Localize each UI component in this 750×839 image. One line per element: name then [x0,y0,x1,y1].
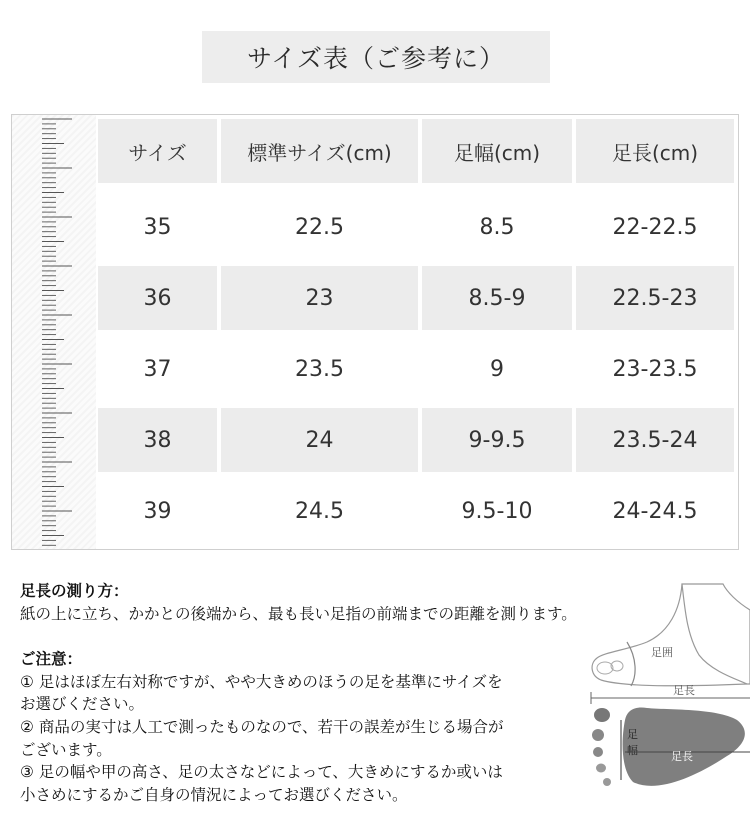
table-cell: 39 [143,498,172,524]
foot-sole-icon [592,708,745,787]
table-cell: 38 [98,408,217,472]
table-cell: 24 [221,408,418,472]
foot-diagram [587,580,750,830]
length-label-sole: 足長 [671,750,693,763]
header-foot-length: 足長(cm) [576,119,734,183]
caution-line: 小さめにするかご自身の情況によってお選びください。 [20,785,408,804]
header-size: サイズ [98,119,217,183]
table-cell: 35 [143,214,172,240]
title-box [202,31,550,83]
table-cell: 22.5-23 [576,266,734,330]
notes-section [20,580,620,806]
table-cell: 9.5-10 [461,498,533,524]
header-standard-size: 標準サイズ(cm) [221,119,418,183]
table-cell: 22.5 [295,214,344,240]
ruler-ticks [12,115,96,549]
table-cell: 8.5 [479,214,515,240]
foot-illustration [587,580,750,830]
length-label-side: 足長 [673,684,695,697]
ruler-decoration [12,115,96,549]
caution-line: ③ 足の幅や甲の高さ、足の太さなどによって、大きめにするか或いは [20,763,503,782]
caution-line: お選びください。 [20,695,145,714]
measure-text: 紙の上に立ち、かかとの後端から、最も長い足指の前端までの距離を測ります。 [20,604,577,623]
girth-label: 足囲 [651,646,673,659]
caution-line: ございます。 [20,740,112,759]
table-cell: 37 [143,356,172,382]
caution-line: ② 商品の実寸は人工で測ったものなので、若干の誤差が生じる場合が [20,717,504,736]
table-cell: 36 [98,266,217,330]
table-cell: 9-9.5 [422,408,572,472]
foot-side-icon [682,584,750,684]
table-cell: 23 [221,266,418,330]
width-label-2: 幅 [627,744,638,757]
caution-heading: ご注意： [20,650,83,669]
table-cell: 23.5-24 [576,408,734,472]
measure-heading: 足長の測り方： [20,582,129,600]
header-foot-width: 足幅(cm) [422,119,572,183]
table-cell: 22-22.5 [612,214,698,240]
table-cell: 23.5 [295,356,344,382]
table-cell: 23-23.5 [612,356,698,382]
table-cell: 24-24.5 [612,498,698,524]
width-label-1: 足 [627,728,638,741]
table-cell: 8.5-9 [422,266,572,330]
page-title: サイズ表（ご参考に） [246,44,505,73]
caution-line: ① 足はほぼ左右対称ですが、やや大きめのほうの足を基準にサイズを [20,672,503,691]
table-cell: 9 [490,356,504,382]
table-cell: 24.5 [295,498,344,524]
